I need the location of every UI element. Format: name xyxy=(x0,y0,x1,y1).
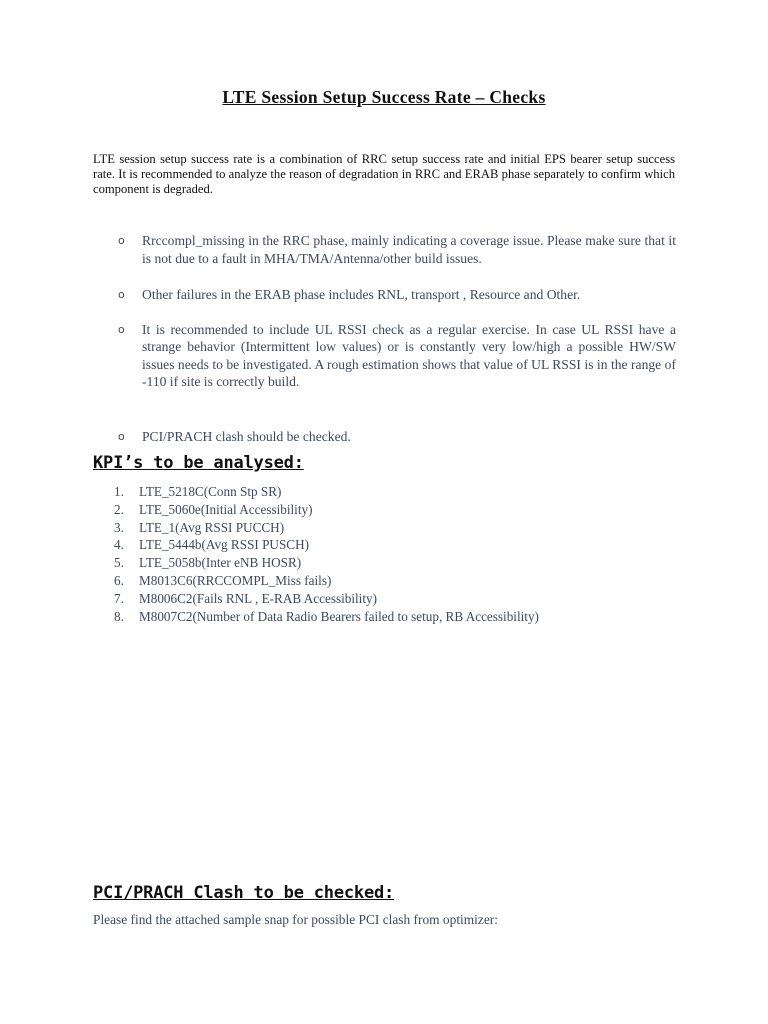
kpi-text: M8013C6(RRCCOMPL_Miss fails) xyxy=(139,572,332,588)
kpi-text: M8006C2(Fails RNL , E-RAB Accessibility) xyxy=(139,590,377,606)
kpi-number: 2. xyxy=(114,501,124,517)
bullet-marker: o xyxy=(118,234,125,247)
kpi-number: 3. xyxy=(114,519,124,535)
kpi-text: LTE_5218C(Conn Stp SR) xyxy=(139,484,282,499)
kpi-item xyxy=(114,536,714,554)
pci-paragraph: Please find the attached sample snap for possible PCI clash from optimizer: xyxy=(93,912,498,927)
kpi-item xyxy=(114,590,714,608)
kpi-number: 6. xyxy=(114,572,124,588)
bullet-text: Other failures in the ERAB phase includes RNL, transport , Resource and Other. xyxy=(142,287,581,302)
kpi-item xyxy=(114,554,714,572)
bullet-marker: o xyxy=(118,288,125,301)
kpi-number: 8. xyxy=(114,608,124,624)
kpi-item xyxy=(114,483,714,501)
kpi-text: LTE_5058b(Inter eNB HOSR) xyxy=(139,555,302,571)
kpi-number: 5. xyxy=(114,555,124,571)
kpi-item xyxy=(114,572,714,590)
bullet-marker: o xyxy=(118,322,125,336)
kpi-item xyxy=(114,519,714,537)
kpi-list xyxy=(114,483,714,625)
pci-heading: PCI/PRACH Clash to be checked: xyxy=(93,883,395,903)
kpi-text: LTE_5060e(Initial Accessibility) xyxy=(139,501,313,517)
kpi-text: LTE_1(Avg RSSI PUCCH) xyxy=(139,519,285,535)
kpi-heading: KPI’s to be analysed: xyxy=(93,453,304,473)
bullet-text: Rrccompl_missing in the RRC phase, mainly indicating a coverage issue. Please make sure that it is not due to a fault in MHA/TMA/Antenna/other build issues. xyxy=(142,233,676,266)
page-title: LTE Session Setup Success Rate – Checks xyxy=(222,87,546,107)
list-item xyxy=(118,428,676,446)
list-item xyxy=(118,286,676,304)
kpi-item xyxy=(114,608,714,626)
kpi-text: M8007C2(Number of Data Radio Bearers failed to setup, RB Accessibility) xyxy=(139,608,539,624)
list-item xyxy=(118,321,676,391)
kpi-number: 1. xyxy=(114,484,124,499)
kpi-number: 4. xyxy=(114,537,124,553)
bullet-marker: o xyxy=(118,429,125,443)
list-item xyxy=(118,232,676,267)
bullet-text: It is recommended to include UL RSSI check as a regular exercise. In case UL RSSI have a strange behavior (Intermittent low values) or is constantly very low/high a possible HW/SW issues needs to be investigated. A rough estimation shows that value of UL RSSI is in the range of -110 if site is correctly build. xyxy=(142,321,676,389)
kpi-text: LTE_5444b(Avg RSSI PUSCH) xyxy=(139,537,309,553)
bullet-list xyxy=(118,232,676,445)
kpi-number: 7. xyxy=(114,590,124,606)
kpi-item xyxy=(114,501,714,519)
bullet-text: PCI/PRACH clash should be checked. xyxy=(142,428,351,444)
intro-paragraph: LTE session setup success rate is a combination of RRC setup success rate and initial EPS bearer setup success rate. It is recommended to analyze the reason of degradation in RRC and ERAB phase separately to confirm which component is degraded. xyxy=(93,152,675,196)
